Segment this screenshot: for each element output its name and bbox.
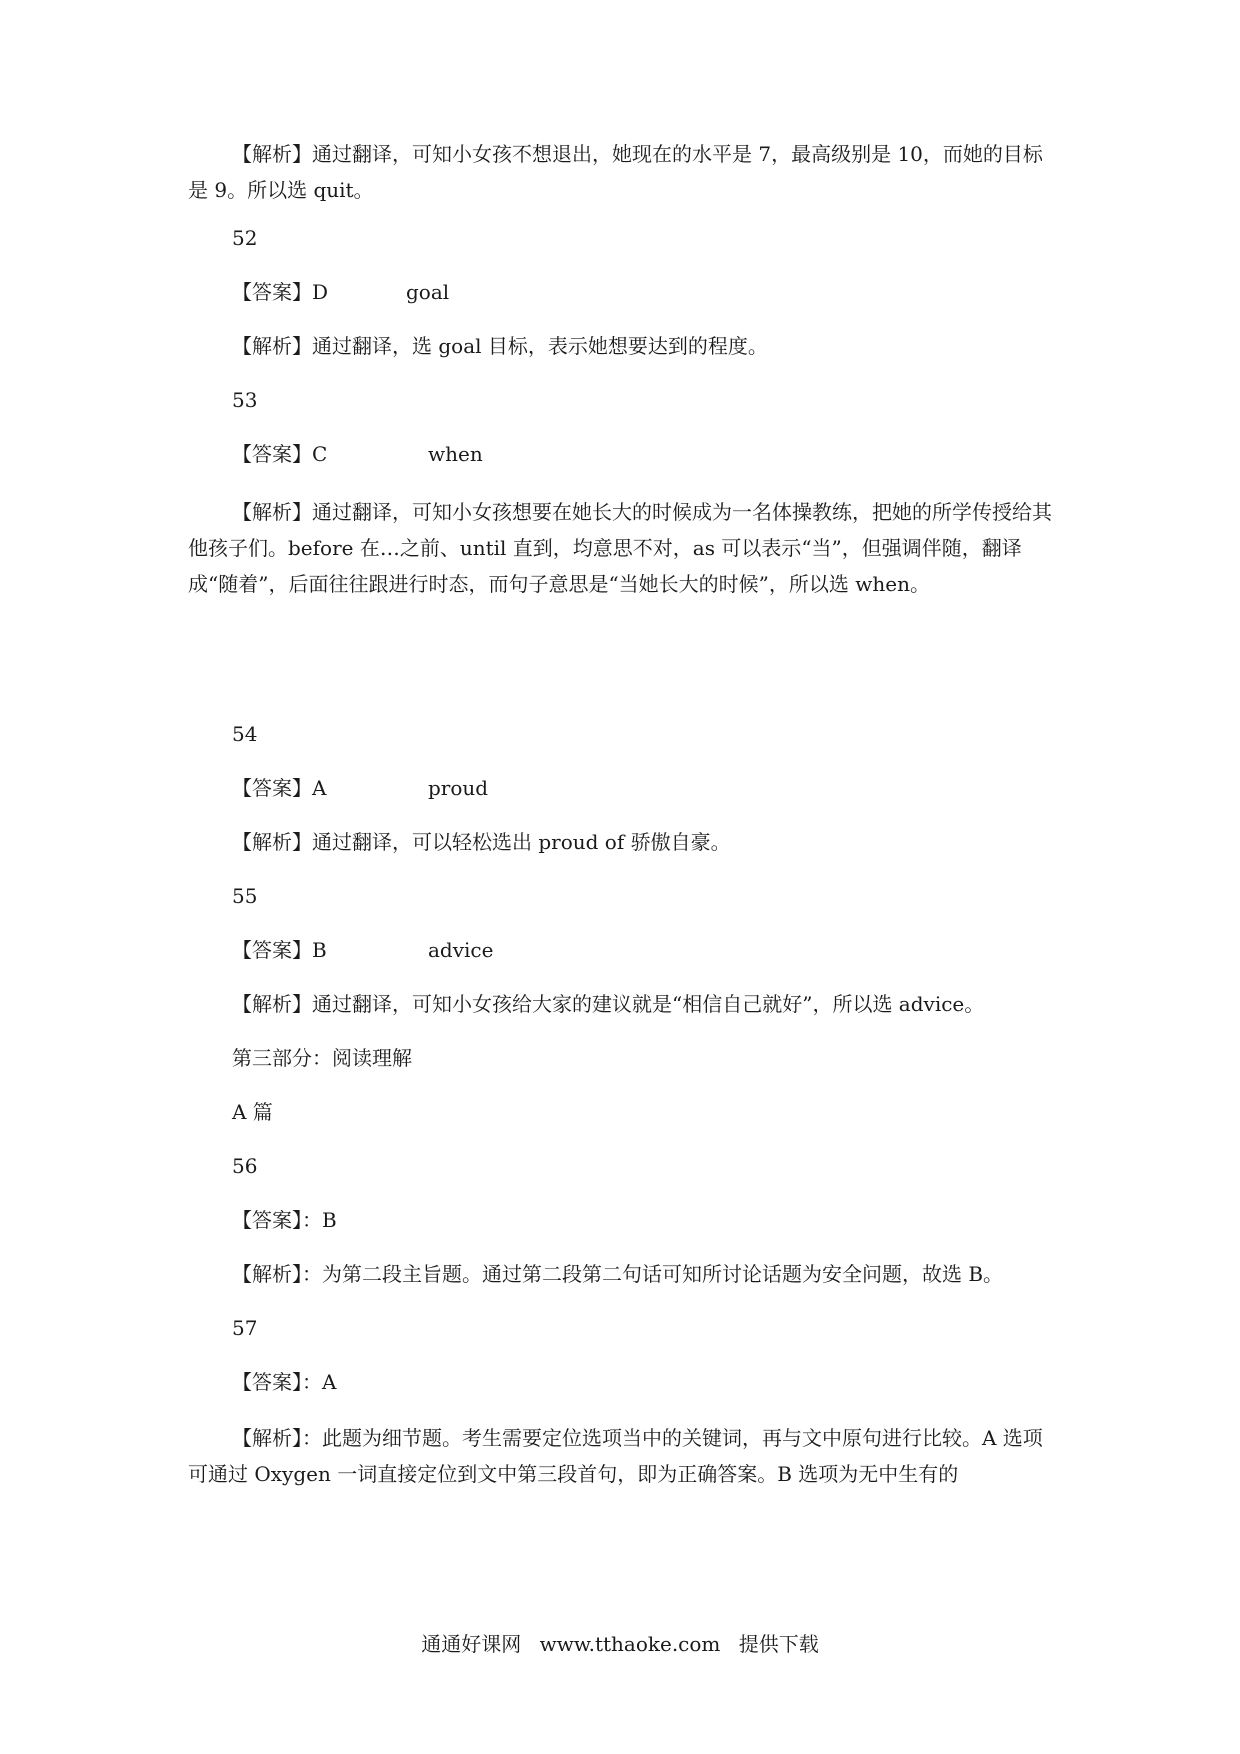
analysis-55: 【解析】通过翻译，可知小女孩给大家的建议就是“相信自己就好”，所以选 advice。	[232, 992, 985, 1016]
answer-word-53: when	[428, 442, 483, 466]
question-number-54: 54	[232, 722, 258, 746]
footer-url[interactable]: www.tthaoke.com	[539, 1632, 721, 1656]
footer-site-name: 通通好课网	[421, 1632, 522, 1656]
answer-57: 【答案】：A	[232, 1370, 337, 1394]
footer	[0, 1630, 1240, 1658]
question-number-57: 57	[232, 1316, 258, 1340]
answer-word-52: goal	[406, 280, 450, 304]
analysis-51: 【解析】通过翻译，可知小女孩不想退出，她现在的水平是 7，最高级别是 10，而她的目标是 9。所以选 quit。	[188, 142, 1043, 202]
analysis-56: 【解析】：为第二段主旨题。通过第二段第二句话可知所讨论话题为安全问题，故选 B。	[232, 1262, 1004, 1286]
answer-52	[232, 278, 328, 306]
question-number-55: 55	[232, 884, 258, 908]
answer-word-54: proud	[428, 776, 489, 800]
answer-label-52: 【答案】D	[232, 280, 329, 304]
analysis-53: 【解析】通过翻译，可知小女孩想要在她长大的时候成为一名体操教练，把她的所学传授给其他孩子们。before 在…之前、until 直到，均意思不对，as 可以表示“当”，但强调伴随，翻译成“随着”，后面往往跟进行时态，而句子意思是“当她长大的时候”，所以选 when。	[188, 500, 1052, 596]
answer-56: 【答案】：B	[232, 1208, 337, 1232]
answer-word-55: advice	[428, 938, 494, 962]
question-number-56: 56	[232, 1154, 258, 1178]
section-title: 第三部分：阅读理解	[232, 1046, 412, 1070]
analysis-52: 【解析】通过翻译，选 goal 目标，表示她想要达到的程度。	[232, 334, 768, 358]
analysis-57: 【解析】：此题为细节题。考生需要定位选项当中的关键词，再与文中原句进行比较。A 选项可通过 Oxygen 一词直接定位到文中第三段首句，即为正确答案。B 选项为无中生有的	[188, 1426, 1043, 1486]
answer-label-53: 【答案】C	[232, 442, 328, 466]
answer-label-55: 【答案】B	[232, 938, 327, 962]
passage-title: A 篇	[232, 1100, 273, 1124]
footer-suffix: 提供下载	[738, 1632, 819, 1656]
analysis-54: 【解析】通过翻译，可以轻松选出 proud of 骄傲自豪。	[232, 830, 731, 854]
question-number-53: 53	[232, 388, 258, 412]
answer-label-54: 【答案】A	[232, 776, 327, 800]
question-number-52: 52	[232, 226, 258, 250]
